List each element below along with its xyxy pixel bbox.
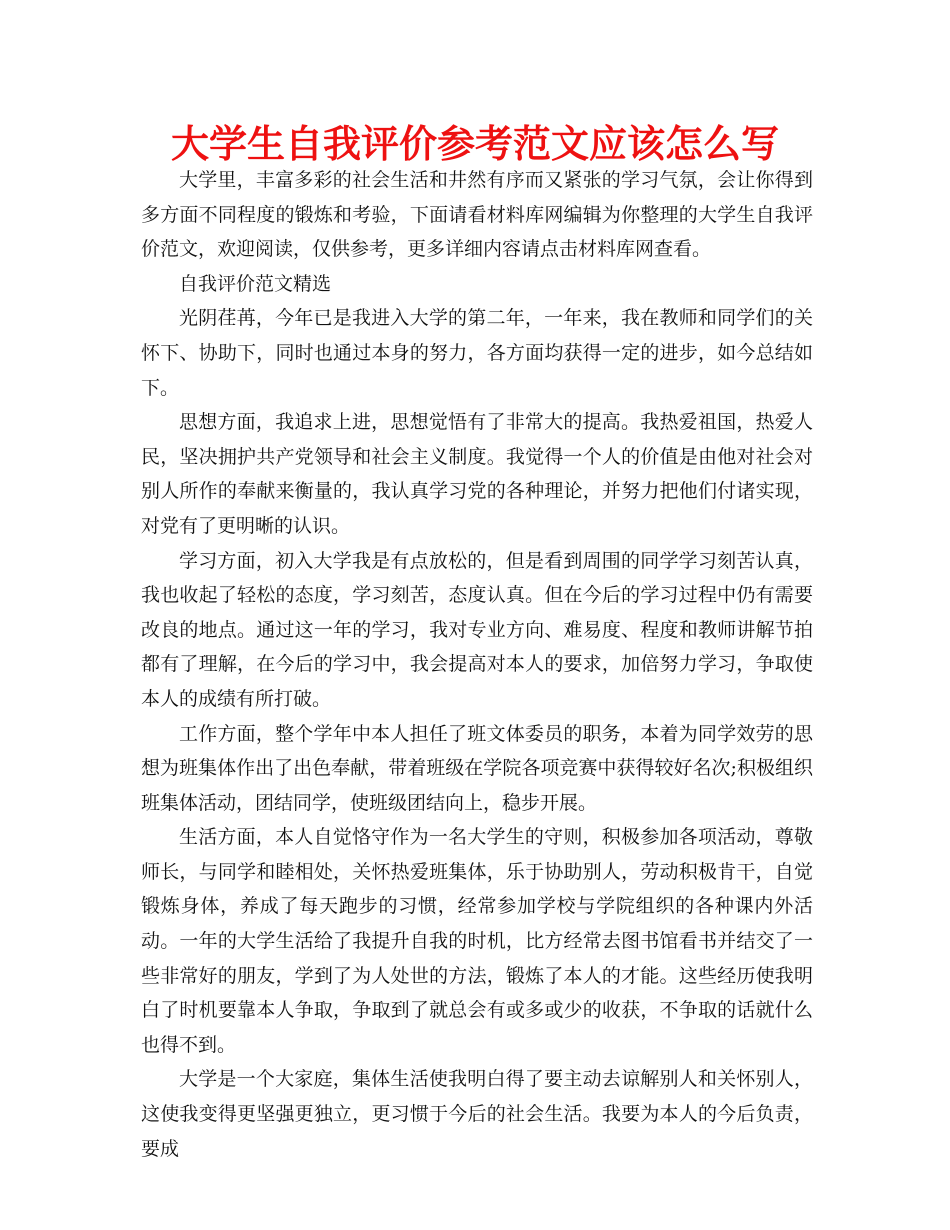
- paragraph-intro: 大学里，丰富多彩的社会生活和井然有序而又紧张的学习气氛，会让你得到多方面不同程度的锻炼和考验，下面请看材料库网编辑为你整理的大学生自我评价范文，欢迎阅读，仅供参考，更多详细内容请点击材料库网查看。: [141, 169, 813, 261]
- paragraph-thought: 思想方面，我追求上进，思想觉悟有了非常大的提高。我热爱祖国，热爱人民，坚决拥护共产党领导和社会主义制度。我觉得一个人的价值是由他对社会对别人所作的奉献来衡量的，我认真学习党的各种理论，并努力把他们付诸实现，对党有了更明晰的认识。: [141, 411, 813, 537]
- document-body: [141, 163, 813, 1166]
- paragraph-family: 大学是一个大家庭，集体生活使我明白得了要主动去谅解别人和关怀别人，这使我变得更坚强更独立，更习惯于今后的社会生活。我要为本人的今后负责，要成: [141, 1068, 813, 1160]
- paragraph-opening: 光阴荏苒，今年已是我进入大学的第二年，一年来，我在教师和同学们的关怀下、协助下，同时也通过本身的努力，各方面均获得一定的进步，如今总结如下。: [141, 307, 813, 399]
- paragraph-work: 工作方面，整个学年中本人担任了班文体委员的职务，本着为同学效劳的思想为班集体作出了出色奉献，带着班级在学院各项竞赛中获得较好名次;积极组织班集体活动，团结同学，使班级团结向上，稳步开展。: [141, 722, 813, 814]
- document-title: 大学生自我评价参考范文应该怎么写: [170, 122, 779, 166]
- paragraph-life: 生活方面，本人自觉恪守作为一名大学生的守则，积极参加各项活动，尊敬师长，与同学和睦相处，关怀热爱班集体，乐于协助别人，劳动积极肯干，自觉锻炼身体，养成了每天跑步的习惯，经常参加学校与学院组织的各种课内外活动。一年的大学生活给了我提升自我的时机，比方经常去图书馆看书并结交了一些非常好的朋友，学到了为人处世的方法，锻炼了本人的才能。这些经历使我明白了时机要靠本人争取，争取到了就总会有或多或少的收获，不争取的话就什么也得不到。: [141, 826, 813, 1056]
- paragraph-study: 学习方面，初入大学我是有点放松的，但是看到周围的同学学习刻苦认真，我也收起了轻松的态度，学习刻苦，态度认真。但在今后的学习过程中仍有需要改良的地点。通过这一年的学习，我对专业方向、难易度、程度和教师讲解节拍都有了理解，在今后的学习中，我会提高对本人的要求，加倍努力学习，争取使本人的成绩有所打破。: [141, 549, 813, 710]
- paragraph-section-heading: 自我评价范文精选: [179, 272, 332, 295]
